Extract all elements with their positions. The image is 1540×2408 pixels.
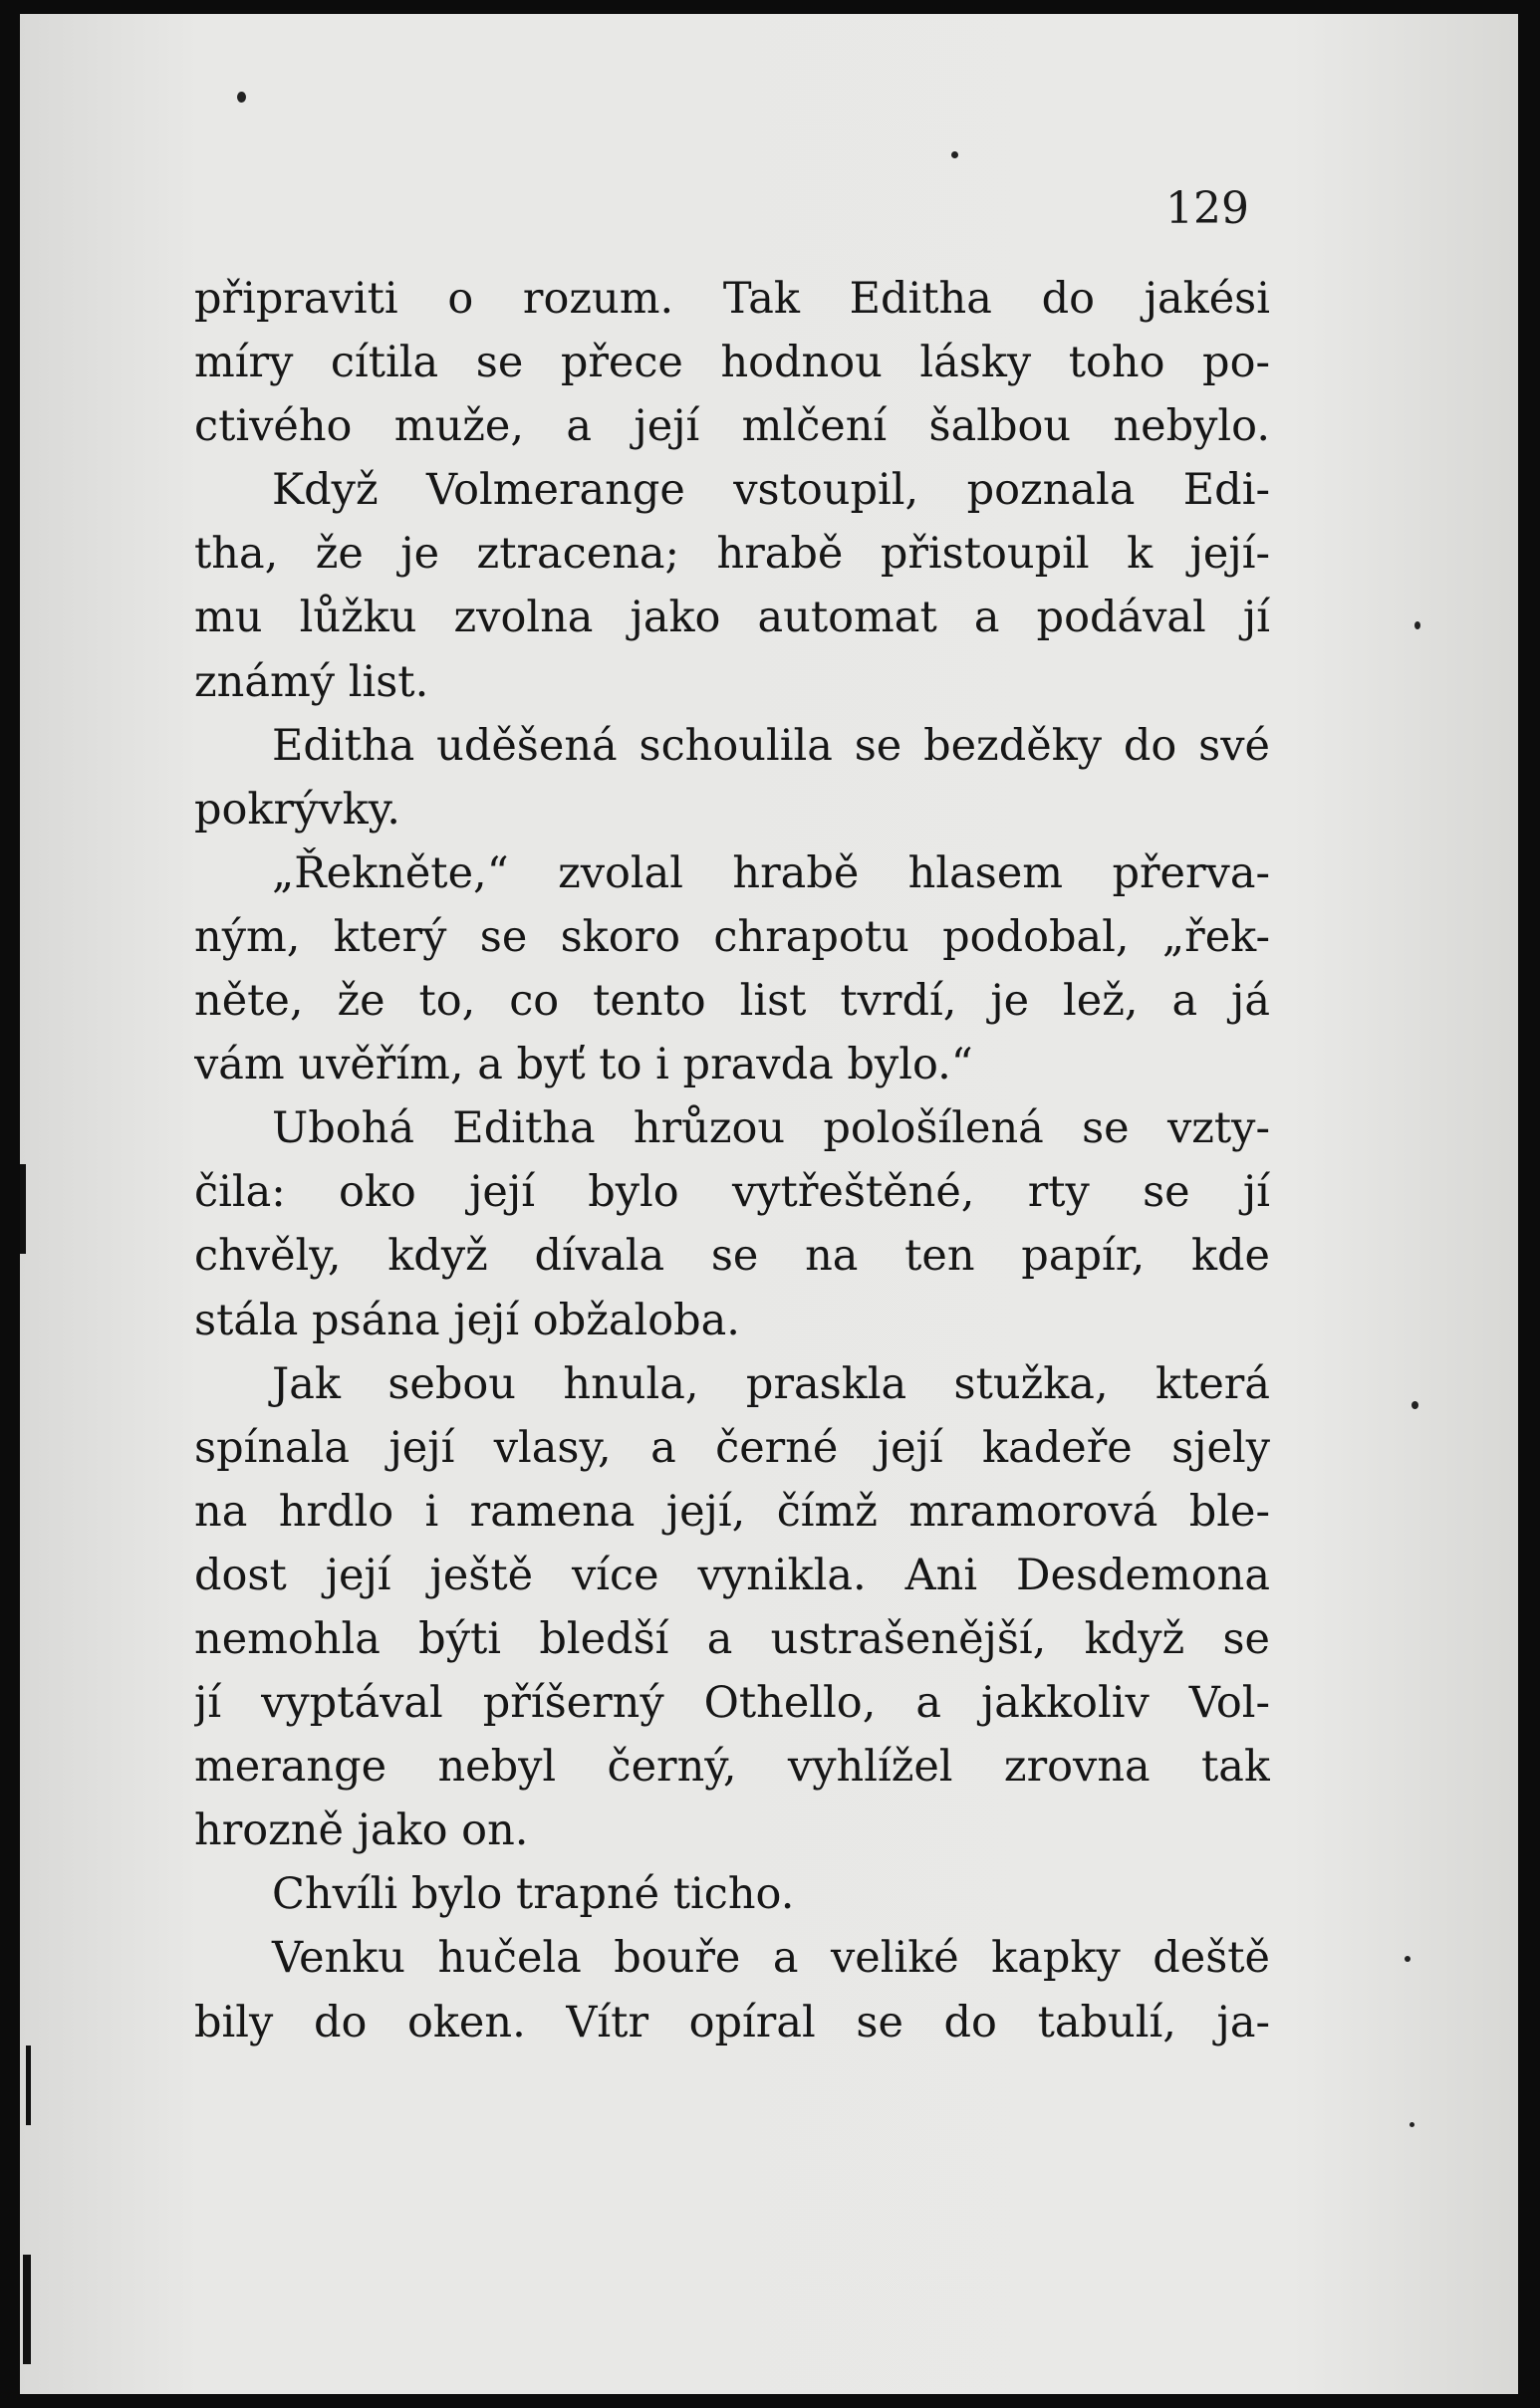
text-line: míry cítila se přece hodnou lásky toho po- <box>194 338 1270 388</box>
text-line: na hrdlo i ramena její, čímž mramorová ble- <box>194 1486 1270 1537</box>
text-line: Venku hučela bouře a veliké kapky deště <box>272 1933 1270 1984</box>
scan-speck <box>951 151 958 158</box>
text-line: známý list. <box>194 656 429 707</box>
text-line: mu lůžku zvolna jako automat a podával jí <box>194 593 1270 643</box>
text-line: pokrývky. <box>194 784 400 835</box>
text-line: Ubohá Editha hrůzou pološílená se vzty- <box>272 1103 1270 1154</box>
text-line: tha, že je ztracena; hrabě přistoupil k její- <box>194 529 1270 580</box>
text-line: jí vyptával příšerný Othello, a jakkoliv Vol- <box>194 1678 1270 1729</box>
text-line: Jak sebou hnula, praskla stužka, která <box>272 1358 1270 1409</box>
text-line: „Řekněte,“ zvolal hrabě hlasem přerva- <box>272 847 1270 898</box>
text-line: dost její ještě více vynikla. Ani Desdemona <box>194 1550 1270 1600</box>
text-line: hrozně jako on. <box>194 1806 529 1856</box>
text-line: vám uvěřím, a byť to i pravda bylo.“ <box>194 1040 973 1090</box>
text-line: ným, který se skoro chrapotu podobal, „řek- <box>194 911 1270 962</box>
binding-edge-mark <box>23 2255 31 2364</box>
scan-speck <box>1412 1401 1418 1409</box>
book-page <box>20 14 1518 2394</box>
page-number: 129 <box>1165 183 1249 234</box>
text-line: Editha uděšená schoulila se bezděky do své <box>272 720 1270 771</box>
text-line: merange nebyl černý, vyhlížel zrovna tak <box>194 1742 1270 1793</box>
text-line: nemohla býti bledší a ustrašenější, když se <box>194 1613 1270 1664</box>
text-line: čila: oko její bylo vytřeštěné, rty se jí <box>194 1167 1270 1218</box>
text-line: připraviti o rozum. Tak Editha do jakési <box>194 274 1270 324</box>
text-line: ctivého muže, a její mlčení šalbou nebylo. <box>194 401 1270 452</box>
scan-speck <box>237 92 246 103</box>
text-line: bily do oken. Vítr opíral se do tabulí, ja- <box>194 1997 1270 2047</box>
text-line: Když Volmerange vstoupil, poznala Edi- <box>272 465 1270 516</box>
text-line: stála psána její obžaloba. <box>194 1295 740 1345</box>
scan-speck <box>1414 621 1420 629</box>
binding-edge-mark <box>20 1164 26 1254</box>
binding-edge-mark <box>26 2046 31 2125</box>
text-line: chvěly, když dívala se na ten papír, kde <box>194 1231 1270 1282</box>
scan-speck <box>1405 1956 1411 1962</box>
body-text <box>194 267 1270 2054</box>
scan-speck <box>1410 2122 1414 2127</box>
text-line: něte, že to, co tento list tvrdí, je lež, a já <box>194 976 1270 1027</box>
text-line: spínala její vlasy, a černé její kadeře sjely <box>194 1422 1270 1473</box>
text-line: Chvíli bylo trapné ticho. <box>272 1869 795 1920</box>
